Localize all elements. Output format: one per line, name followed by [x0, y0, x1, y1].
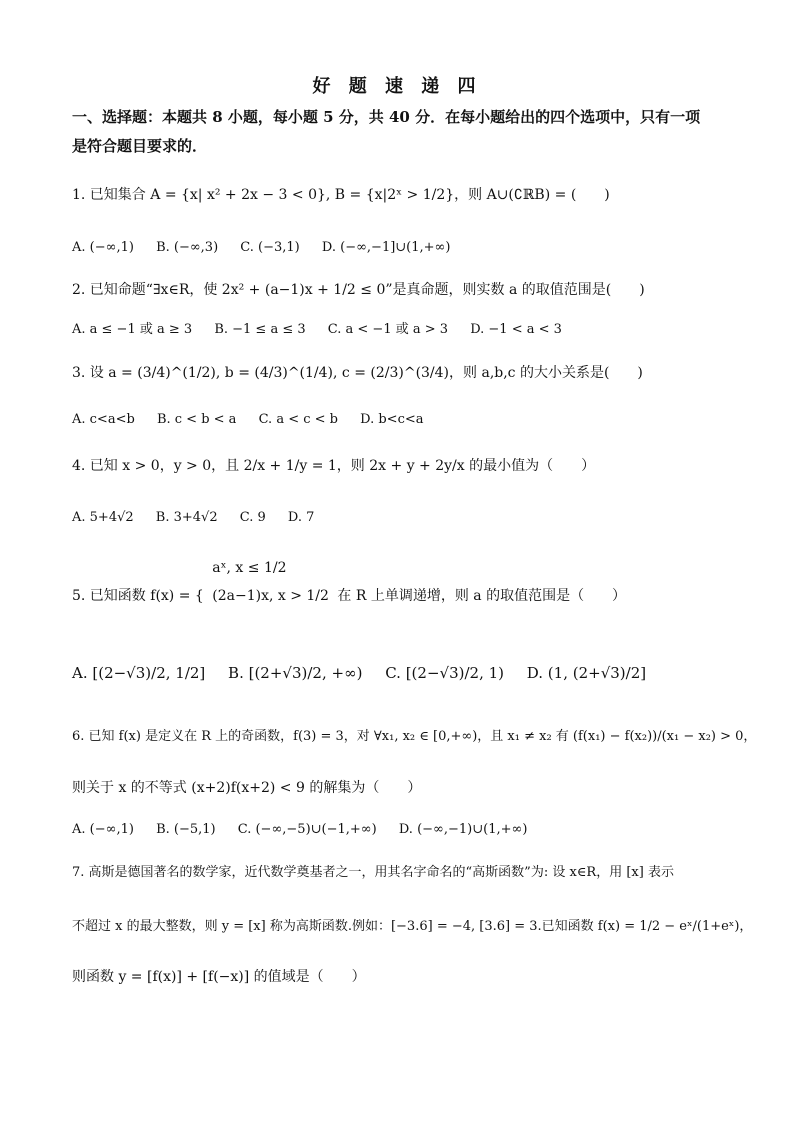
question-5-option-c: C. [(2−√3)/2, 1) [385, 664, 504, 682]
question-5-piecewise [212, 560, 329, 610]
question-1-option-b: B. (−∞,3) [156, 240, 219, 255]
question-1-stem: 1. 已知集合 A = {x| x² + 2x − 3 < 0}, B = {x|2ˣ > 1/2}，则 A∪(∁ℝB) = ( ) [72, 187, 610, 203]
question-6-option-c: C. (−∞,−5)∪(−1,+∞) [237, 822, 377, 837]
question-3-options [72, 412, 442, 427]
page-title: 好 题 速 递 四 [312, 76, 482, 97]
question-2-option-d: D. −1 < a < 3 [470, 322, 562, 337]
question-5-case-2: (2a−1)x, x > 1/2 [212, 588, 329, 604]
question-5-option-a: A. [(2−√3)/2, 1/2] [72, 664, 206, 682]
question-1-option-a: A. (−∞,1) [72, 240, 134, 255]
question-3-option-d: D. b<c<a [360, 412, 424, 427]
question-6-option-a: A. (−∞,1) [72, 822, 134, 837]
question-6-option-b: B. (−5,1) [156, 822, 216, 837]
question-1-option-c: C. (−3,1) [240, 240, 300, 255]
question-3-option-a: A. c<a<b [72, 412, 135, 427]
question-6-options [72, 822, 545, 837]
question-4-option-c: C. 9 [239, 510, 266, 525]
question-2-stem: 2. 已知命题“∃x∈R，使 2x² + (a−1)x + 1/2 ≤ 0”是真命题，则实数 a 的取值范围是( ) [72, 282, 645, 298]
section-heading-line2: 是符合题目要求的． [72, 137, 208, 155]
question-5-stem-start: 5. 已知函数 f(x) = { [72, 588, 204, 604]
question-4-option-b: B. 3+4√2 [155, 510, 218, 525]
question-3-option-b: B. c < b < a [156, 412, 237, 427]
question-7-stem-line2: 不超过 x 的最大整数，则 y = [x] 称为高斯函数.例如：[−3.6] = −4, [3.6] = 3.已知函数 f(x) = 1/2 − eˣ/(1+eˣ)， [72, 919, 753, 934]
question-1-option-d: D. (−∞,−1]∪(1,+∞) [321, 240, 451, 255]
question-5-option-b: B. [(2+√3)/2, +∞) [228, 664, 363, 682]
question-4-option-a: A. 5+4√2 [72, 510, 134, 525]
question-2-option-c: C. a < −1 或 a > 3 [327, 322, 449, 337]
section-heading-line1: 一、选择题：本题共 8 小题，每小题 5 分，共 40 分．在每小题给出的四个选项中，只有一项 [72, 108, 701, 126]
question-5-case-1: aˣ, x ≤ 1/2 [212, 560, 287, 576]
question-5-stem-end: 在 R 上单调递增，则 a 的取值范围是（ ） [337, 588, 627, 604]
question-6-stem-line1: 6. 已知 f(x) 是定义在 R 上的奇函数，f(3) = 3，对 ∀x₁, x₂ ∈ [0,+∞)，且 x₁ ≠ x₂ 有 (f(x₁) − f(x₂))/(x₁ − x₂) > 0， [72, 729, 757, 744]
question-2-option-a: A. a ≤ −1 或 a ≥ 3 [72, 322, 193, 337]
question-3-stem: 3. 设 a = (3/4)^(1/2), b = (4/3)^(1/4), c = (2/3)^(3/4)，则 a,b,c 的大小关系是( ) [72, 365, 643, 381]
question-7-stem-line3: 则函数 y = [f(x)] + [f(−x)] 的值域是（ ） [72, 969, 366, 985]
question-2-options [72, 318, 580, 337]
question-5-stem [72, 560, 627, 610]
question-5-option-d: D. (1, (2+√3)/2] [526, 664, 647, 682]
question-2-option-b: B. −1 ≤ a ≤ 3 [214, 322, 306, 337]
question-6-option-d: D. (−∞,−1)∪(1,+∞) [398, 822, 528, 837]
question-4-options [72, 510, 332, 525]
question-4-stem: 4. 已知 x > 0，y > 0，且 2/x + 1/y = 1，则 2x + y + 2y/x 的最小值为（ ） [72, 458, 596, 474]
question-4-option-d: D. 7 [287, 510, 315, 525]
question-3-option-c: C. a < c < b [258, 412, 338, 427]
question-1-options [72, 240, 468, 255]
question-6-stem-line2: 则关于 x 的不等式 (x+2)f(x+2) < 9 的解集为（ ） [72, 780, 422, 796]
question-7-stem-line1: 7. 高斯是德国著名的数学家，近代数学奠基者之一，用其名字命名的“高斯函数”为: 设 x∈R，用 [x] 表示 [72, 865, 674, 880]
question-5-options [72, 664, 664, 682]
